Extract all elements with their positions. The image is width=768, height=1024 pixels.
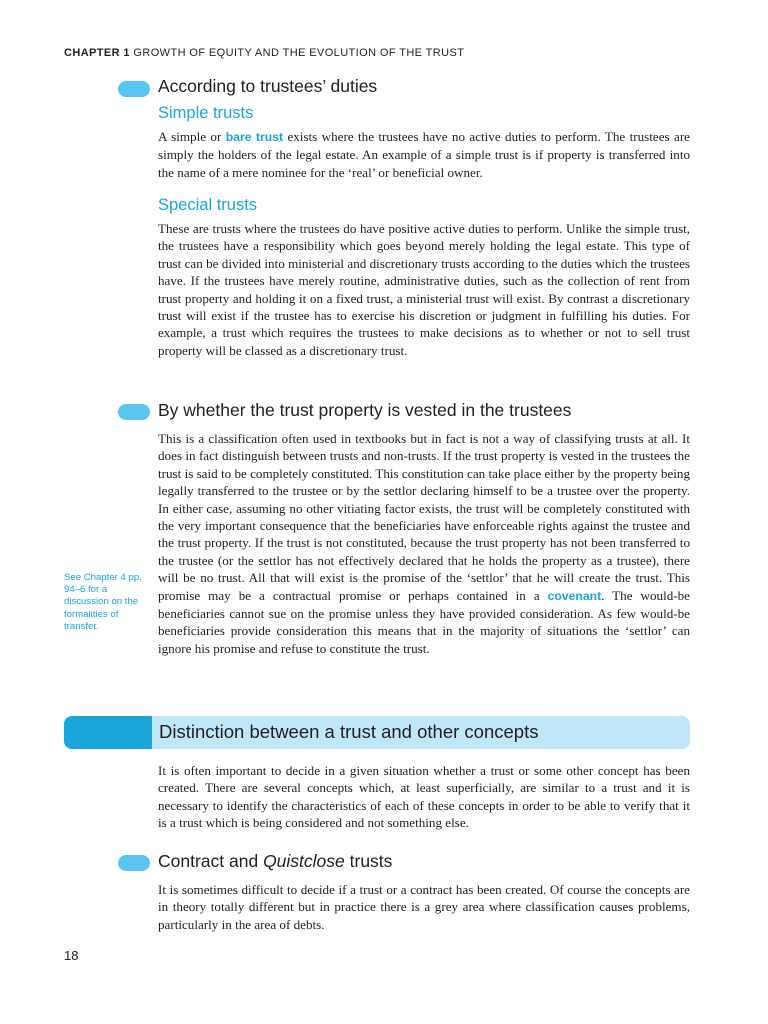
paragraph-contract: It is sometimes difficult to decide if a trust or a contract has been created. Of course the concepts are in theory totally different but in practice there is a grey area where classification causes problems, particularly in the area of debts. (158, 882, 690, 932)
heading-distinction: Distinction between a trust and other concepts (159, 721, 539, 742)
paragraph-special-trusts: These are trusts where the trustees do have positive active duties to perform. Unlike the simple trust, the trustees have a responsibility which goes beyond merely holding the legal estate. This type of trust can be divided into ministerial and discretionary trusts according to the duties which the trustees have. If the trustees have merely routine, administrative duties, such as the collection of rent from trust property and holding it on a fixed trust, a ministerial trust will exist. By contrast a discretionary trust will exist if the trustee has to exercise his discretion or judgment in fulfilling his duties. For example, a trust which requires the trustees to make decisions as to whether or not to sell trust property will be classed as a discretionary trust. (158, 221, 690, 358)
section-marker-pill (118, 404, 150, 420)
keyword-covenant[interactable]: covenant (547, 588, 602, 603)
heading-simple-trusts: Simple trusts (158, 104, 254, 122)
heading-italic-run: Quistclose (263, 851, 345, 871)
page-number: 18 (64, 948, 79, 963)
section-band-accent (64, 716, 152, 749)
chapter-label: CHAPTER 1 (64, 47, 130, 59)
heading-text-run: Contract and (158, 851, 264, 871)
section-marker-pill (118, 81, 150, 97)
heading-text-run: trusts (344, 851, 393, 871)
text-run: exists where the trustees have no active duties to perform. The trustees are simply the holders of the legal estate. An example of a simple trust is if property is transferred into the name of a mere nominee for the ‘real’ or beneficial owner. (158, 129, 690, 180)
keyword-bare-trust[interactable]: bare trust (225, 130, 284, 144)
running-head (64, 47, 464, 59)
heading-special-trusts: Special trusts (158, 196, 258, 214)
paragraph-vested (158, 430, 690, 657)
margin-note-cross-reference: See Chapter 4 pp. 94–6 for a discussion on the formalities of transfer. (64, 572, 142, 632)
paragraph-distinction: It is often important to decide in a given situation whether a trust or some other concept has been created. There are several concepts which, at least superficially, are similar to a trust and it is necessary to identify the characteristics of each of these concepts in order to be able to verify that it is a trust which is being considered and not something else. (158, 763, 690, 831)
text-run: This is a classification often used in textbooks but in fact is not a way of classifying trusts at all. It does in fact distinguish between trusts and non-trusts. If the trust property is vested in the trustees the trust is said to be completely constituted. This constitution can take place either by the property being legally transferred to the trustee or by the settlor declaring himself to be a trustee over the property. In either case, assuming no other vitiating factor exists, the trust will be completely constituted with the very important consequence that the beneficiaries have enforceable rights against the trustee and the trust property. If the trust is not constituted, because the trust property has not been transferred to the trustee (or the settlor has not effectively declared that he holds the property as a trustee), there will be no trust. All that will exist is the promise of the ‘settlor’ that he will create the trust. This promise may be a contractual promise or perhaps contained in a (158, 431, 690, 603)
chapter-title: GROWTH OF EQUITY AND THE EVOLUTION OF THE TRUST (133, 47, 465, 59)
heading-trustees-duties: According to trustees’ duties (158, 76, 378, 96)
heading-vested: By whether the trust property is vested in the trustees (158, 400, 572, 420)
heading-contract-quistclose (158, 851, 392, 872)
text-run: . The would-be beneficiaries cannot sue on the promise unless they have provided consideration. As few would-be beneficiaries provide consideration this means that in the majority of situations the ‘settlor’ can ignore his promise and refuse to constitute the trust. (158, 587, 690, 656)
text-run: A simple or (158, 129, 226, 144)
section-marker-pill (118, 855, 150, 871)
paragraph-simple-trusts (158, 128, 690, 181)
